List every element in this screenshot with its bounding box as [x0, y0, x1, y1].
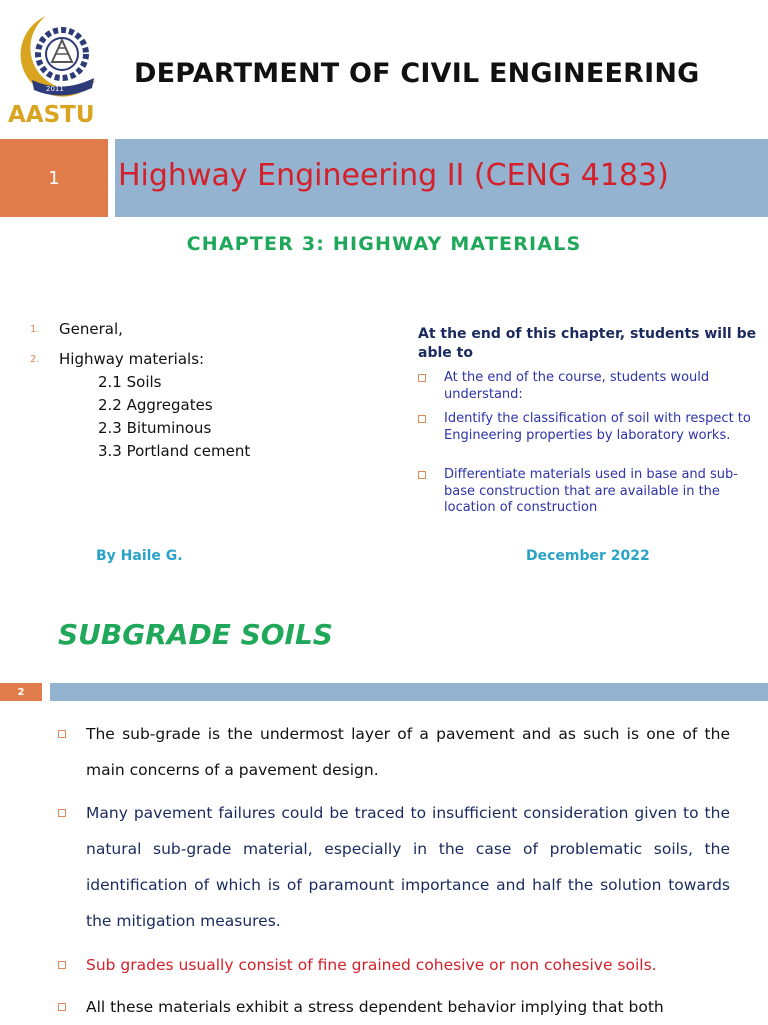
outline-number: 1. — [30, 324, 40, 335]
checkbox-bullet-icon — [418, 415, 426, 423]
slide-number-box — [0, 139, 108, 217]
slide-number: 2 — [17, 686, 25, 698]
bullet-text: All these materials exhibit a stress dependent behavior implying that both — [86, 998, 664, 1016]
slide-number-box — [0, 683, 42, 701]
bullet-text: Sub grades usually consist of fine grained cohesive or non cohesive soils. — [86, 956, 657, 974]
slide-number: 1 — [48, 167, 60, 189]
date: December 2022 — [526, 548, 650, 564]
checkbox-bullet-icon — [58, 961, 66, 969]
section-title: SUBGRADE SOILS — [58, 618, 333, 651]
outline-subitem: 3.3 Portland cement — [98, 442, 251, 460]
checkbox-bullet-icon — [58, 1003, 66, 1011]
outline-label: Highway materials: — [59, 350, 205, 368]
checkbox-bullet-icon — [418, 471, 426, 479]
department-title: DEPARTMENT OF CIVIL ENGINEERING — [134, 58, 700, 89]
bullet-text: Many pavement failures could be traced to insufficient consideration given to the natural sub-grade material, especially in the case of problematic soils, the identification of which is of paramount importance and half the solution towards the mitigation measures. — [86, 804, 730, 930]
outcome-text: At the end of the course, students would understand: — [444, 370, 710, 402]
logo-emblem-icon — [4, 10, 116, 125]
bullet-item — [58, 716, 730, 788]
author: By Haile G. — [96, 548, 183, 564]
checkbox-bullet-icon — [418, 374, 426, 382]
outline-number: 2. — [30, 354, 40, 365]
checkbox-bullet-icon — [58, 809, 66, 817]
outline-subitem: 2.3 Bituminous — [98, 419, 212, 437]
bullet-text: The sub-grade is the undermost layer of a pavement and as such is one of the main concerns of a pavement design. — [86, 725, 730, 779]
aastu-logo — [4, 10, 116, 125]
outline-label: General, — [59, 320, 123, 338]
bullet-item — [58, 795, 730, 939]
slide-header-bar — [50, 683, 768, 701]
outcome-text: Identify the classification of soil with respect to Engineering properties by laboratory works. — [444, 411, 751, 443]
logo-text: AASTU — [8, 102, 95, 125]
checkbox-bullet-icon — [58, 730, 66, 738]
outcome-text: Differentiate materials used in base and sub-base construction that are available in the location of construction — [444, 467, 738, 515]
bullet-item — [58, 947, 730, 983]
chapter-title: CHAPTER 3: HIGHWAY MATERIALS — [186, 233, 582, 255]
course-title: Highway Engineering II (CENG 4183) — [118, 158, 669, 193]
outline-subitem: 2.1 Soils — [98, 373, 162, 391]
outcomes-heading: At the end of this chapter, students will be able to — [418, 326, 757, 361]
svg-text:2011: 2011 — [46, 85, 64, 93]
bullet-item — [58, 989, 730, 1025]
outline-subitem: 2.2 Aggregates — [98, 396, 213, 414]
